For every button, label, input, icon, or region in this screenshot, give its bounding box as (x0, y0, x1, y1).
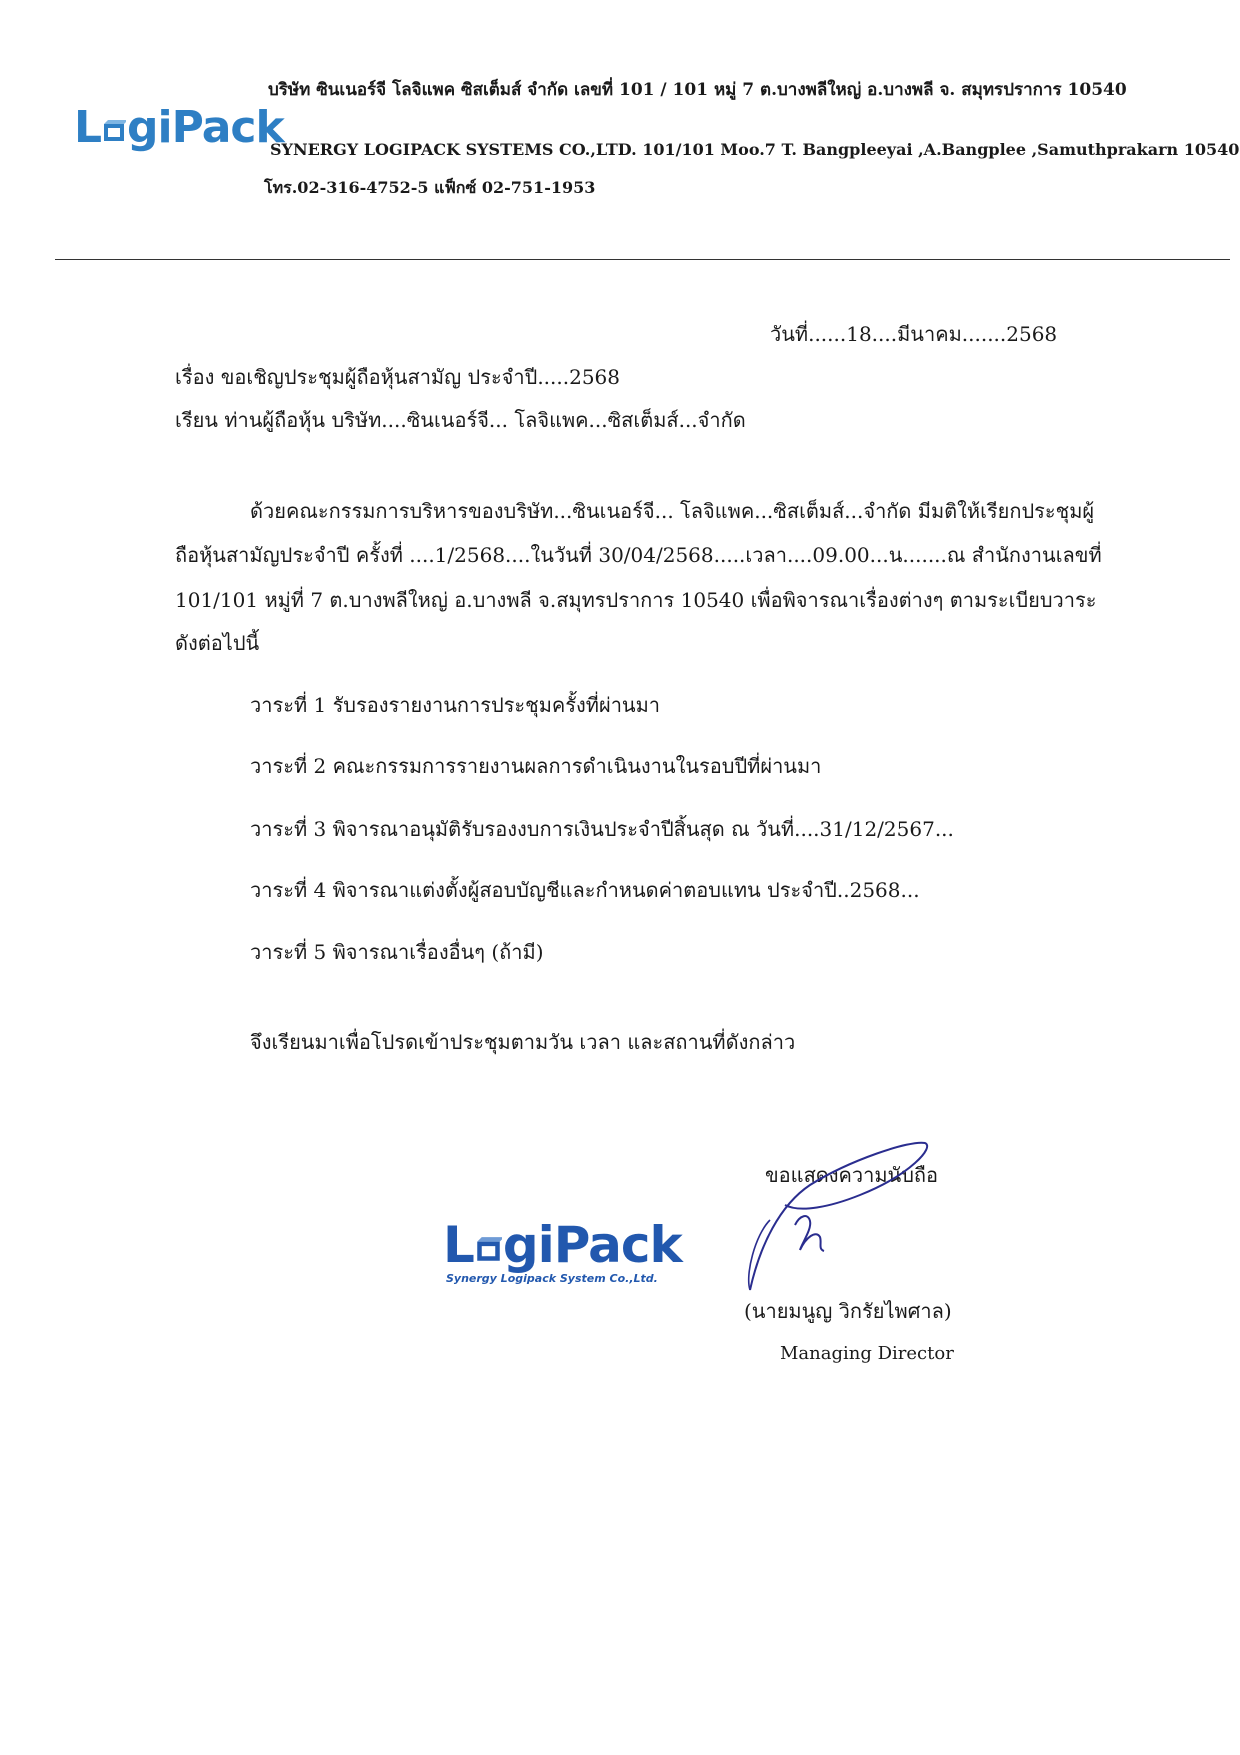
agenda-item-3: วาระที่ 3 พิจารณาอนุมัติรับรองงบการเงินประจำปีสิ้นสุด ณ วันที่....31/12/2567... (250, 817, 954, 841)
logo-text-gipack: giPack (127, 102, 284, 153)
company-stamp-logo (443, 1216, 682, 1274)
stamp-logo-letter-l: L (443, 1216, 474, 1274)
paragraph-line-1: ด้วยคณะกรรมการบริหารของบริษัท...ซินเนอร์จี... โลจิแพค...ซิสเต็มส์...จำกัด มีมติให้เรียกประชุมผู้ (250, 499, 1095, 523)
handwritten-signature (740, 1125, 960, 1305)
stamp-logo-text-gipack: giPack (502, 1216, 682, 1274)
company-stamp-subtitle: Synergy Logipack System Co.,Ltd. (446, 1272, 658, 1285)
paragraph-line-3: 101/101 หมู่ที่ 7 ต.บางพลีใหญ่ อ.บางพลี จ.สมุทรปราการ 10540 เพื่อพิจารณาเรื่องต่างๆ ตามระเบียบวาระ (175, 588, 1097, 612)
letter-closing: จึงเรียนมาเพื่อโปรดเข้าประชุมตามวัน เวลา และสถานที่ดังกล่าว (250, 1030, 796, 1054)
package-box-icon (102, 119, 126, 143)
agenda-item-5: วาระที่ 5 พิจารณาเรื่องอื่นๆ (ถ้ามี) (250, 940, 544, 964)
signatory-position: Managing Director (780, 1343, 954, 1364)
company-logo-header (74, 102, 284, 153)
header-divider (55, 259, 1230, 260)
agenda-item-2: วาระที่ 2 คณะกรรมการรายงานผลการดำเนินงานในรอบปีที่ผ่านมา (250, 754, 822, 778)
signature-regards: ขอแสดงความนับถือ (765, 1163, 939, 1187)
letter-salutation: เรียน ท่านผู้ถือหุ้น บริษัท....ซินเนอร์จี... โลจิแพค...ซิสเต็มส์...จำกัด (175, 408, 746, 432)
letter-date: วันที่......18....มีนาคม.......2568 (770, 322, 1058, 346)
logo-letter-l: L (74, 102, 102, 153)
company-name-thai: บริษัท ซินเนอร์จี โลจิแพค ซิสเต็มส์ จำกัด เลขที่ 101 / 101 หมู่ 7 ต.บางพลีใหญ่ อ.บางพลี จ. สมุทรปราการ 10540 (268, 80, 1127, 100)
company-name-english: SYNERGY LOGIPACK SYSTEMS CO.,LTD. 101/101 Moo.7 T. Bangpleeyai ,A.Bangplee ,Samuthprakarn 10540 (270, 140, 1240, 159)
paragraph-line-4: ดังต่อไปนี้ (175, 631, 260, 655)
company-contact: โทร.02-316-4752-5 แฟ็กซ์ 02-751-1953 (264, 178, 596, 197)
package-box-icon (475, 1236, 502, 1263)
letter-subject: เรื่อง ขอเชิญประชุมผู้ถือหุ้นสามัญ ประจำปี.....2568 (175, 365, 621, 389)
agenda-item-4: วาระที่ 4 พิจารณาแต่งตั้งผู้สอบบัญชีและกำหนดค่าตอบแทน ประจำปี..2568... (250, 878, 920, 902)
agenda-item-1: วาระที่ 1 รับรองรายงานการประชุมครั้งที่ผ่านมา (250, 693, 661, 717)
paragraph-line-2: ถือหุ้นสามัญประจำปี ครั้งที่ ....1/2568....ในวันที่ 30/04/2568.....เวลา....09.00...น.......ณ สำนักงานเลขที่ (175, 543, 1102, 567)
signatory-name: (นายมนูญ วิกรัยไพศาล) (744, 1299, 952, 1323)
